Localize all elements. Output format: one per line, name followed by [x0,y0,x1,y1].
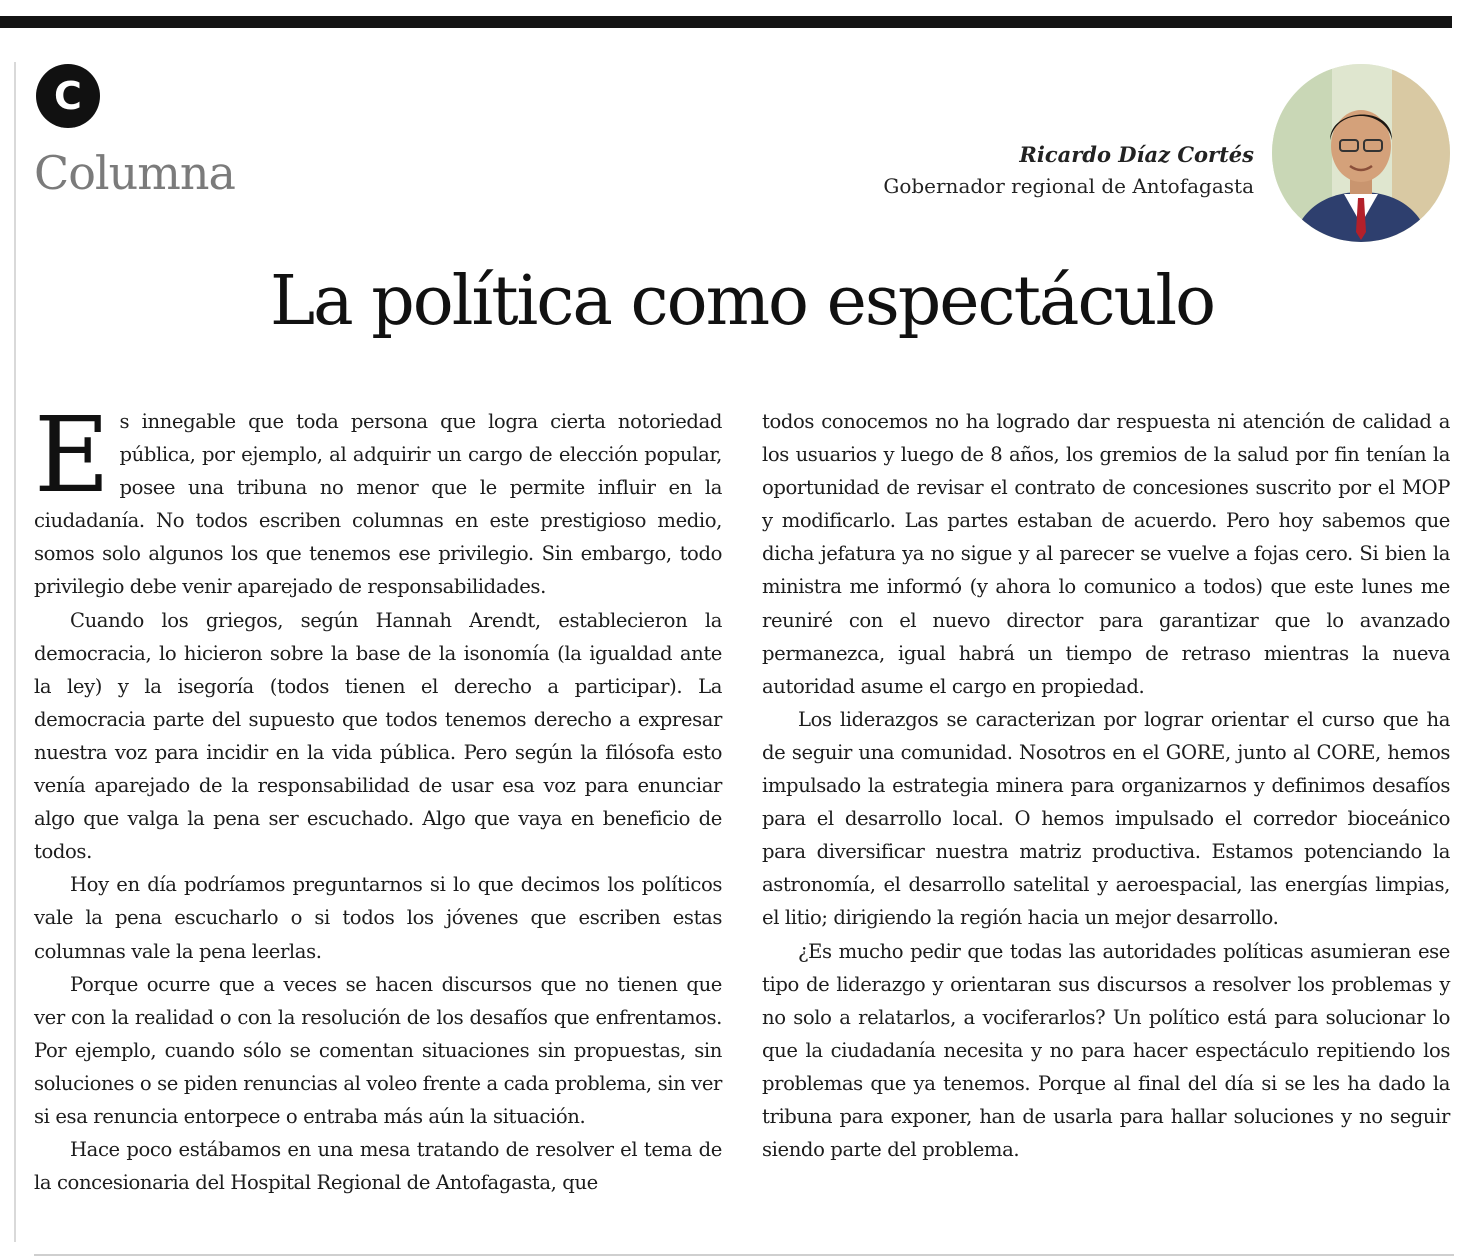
article-column-right [762,405,1450,1166]
left-rule [14,62,16,1242]
drop-cap: E [34,394,110,516]
paragraph: Hace poco estábamos en una mesa tratando de resolver el tema de la concesionaria del Hospital Regional de Antofagasta, que [34,1138,722,1195]
paragraph: Los liderazgos se caracterizan por lograr orientar el curso que ha de seguir una comunidad. Nosotros en el GORE, junto al CORE, hemos impulsado la estrategia minera para organizarnos y definimos desafíos para el desarrollo local. O hemos impulsado el corredor bioceánico para diversificar nuestra matriz productiva. Estamos potenciando la astronomía, el desarrollo satelital y aeroespacial, las energías limpias, el litio; dirigiendo la región hacia un mejor desarrollo. [762,707,1450,930]
paragraph [34,394,722,604]
article-column-left [34,394,722,1199]
headline: La política como espectáculo [269,262,1215,341]
paragraph: todos conocemos no ha logrado dar respuesta ni atención de calidad a los usuarios y luego de 8 años, los gremios de la salud por fin tenían la oportunidad de revisar el contrato de concesiones suscrito por el MOP y modificarlo. Las partes estaban de acuerdo. Pero hoy sabemos que dicha jefatura ya no sigue y al parecer se vuelve a fojas cero. Si bien la ministra me informó (y ahora lo comunico a todos) que este lunes me reuniré con el nuevo director para garantizar que lo avanzado permanezca, igual habrá un tiempo de retraso mientras la nueva autoridad asume el cargo en propiedad. [762,410,1450,698]
paragraph: Cuando los griegos, según Hannah Arendt, establecieron la democracia, lo hicieron sobre la base de la isonomía (la igualdad ante la ley) y la isegoría (todos tienen el derecho a participar). La democracia parte del supuesto que todos tenemos derecho a expresar nuestra voz para incidir en la vida pública. Pero según la filósofa esto venía aparejado de la responsabilidad de usar esa voz para enunciar algo que valga la pena ser escuchado. Algo que vaya en beneficio de todos. [34,608,722,864]
author-role: Gobernador regional de Antofagasta [883,174,1254,198]
author-name: Ricardo Díaz Cortés [1019,142,1254,167]
section-label: Columna [34,146,235,200]
paragraph: Hoy en día podríamos preguntarnos si lo que decimos los políticos vale la pena escucharlo o si todos los jóvenes que escriben estas columnas vale la pena leerlas. [34,873,722,963]
byline [883,140,1254,202]
paragraph: ¿Es mucho pedir que todas las autoridades políticas asumieran ese tipo de liderazgo y orientaran sus discursos a resolver los problemas y no solo a relatarlos, a vociferarlos? Un político está para solucionar lo que la ciudadanía necesita y no para hacer espectáculo repitiendo los problemas que ya tenemos. Porque al final del día si se les ha dado la tribuna para exponer, han de usarla para hallar soluciones y no seguir siendo parte del problema. [762,939,1450,1162]
column-badge-icon: C [36,64,100,128]
portrait-illustration [1272,64,1450,242]
bottom-rule [34,1254,1454,1256]
paragraph: Porque ocurre que a veces se hacen discursos que no tienen que ver con la realidad o con la resolución de los desafíos que enfrentamos. Por ejemplo, cuando sólo se comentan situaciones sin propuestas, sin soluciones o se piden renuncias al voleo frente a cada problema, sin ver si esa renuncia entorpece o entraba más aún la situación. [34,972,722,1128]
top-rule [0,16,1452,28]
author-portrait-icon [1272,64,1450,242]
paragraph-text: s innegable que toda persona que logra cierta notoriedad pública, por ejemplo, al adquirir un cargo de elección popular, posee una tribuna no menor que le permite influir en la ciudadanía. No todos escriben columnas en este prestigioso medio, somos solo algunos los que tenemos ese privilegio. Sin embargo, todo privilegio debe venir aparejado de responsabilidades. [34,410,722,599]
